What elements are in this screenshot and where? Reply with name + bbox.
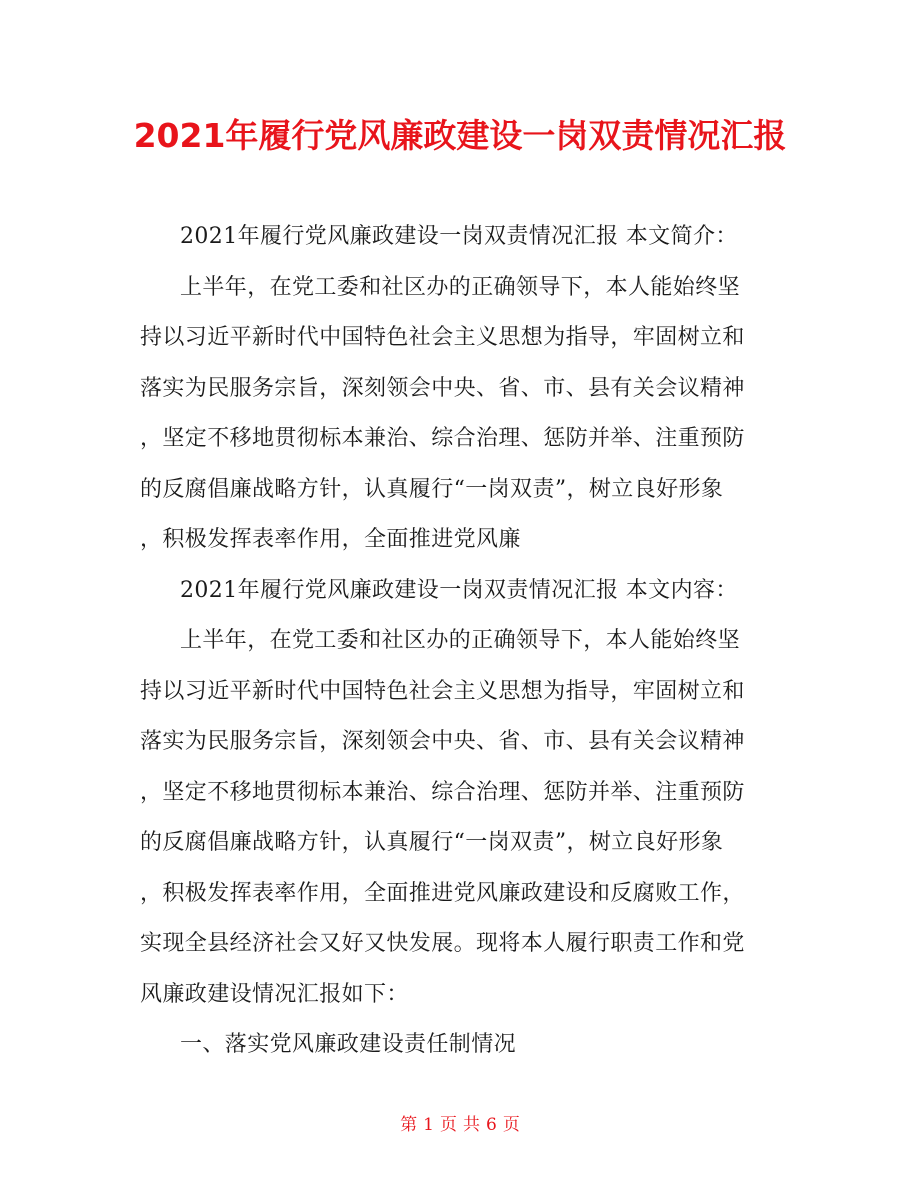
footer-page-number: 1 [423, 1115, 434, 1135]
paragraph-line: ，坚定不移地贯彻标本兼治、综合治理、惩防并举、注重预防 [140, 779, 745, 805]
paragraph-line: 的反腐倡廉战略方针，认真履行“一岗双责”，树立良好形象 [140, 830, 724, 855]
paragraph-line: 上半年，在党工委和社区办的正确领导下，本人能始终坚 [180, 628, 741, 653]
paragraph-line: ，积极发挥表率作用，全面推进党风廉 [140, 527, 521, 552]
paragraph-line: ，积极发挥表率作用，全面推进党风廉政建设和反腐败工作， [140, 880, 745, 906]
paragraph-line: 风廉政建设情况汇报如下： [140, 981, 409, 1007]
paragraph-line: 上半年，在党工委和社区办的正确领导下，本人能始终坚 [180, 274, 741, 300]
paragraph-line: 2021年履行党风廉政建设一岗双责情况汇报 本文内容： [180, 577, 738, 603]
footer-suffix: 页 [502, 1115, 520, 1135]
document-body [140, 212, 800, 1071]
paragraph-line: 落实为民服务宗旨，深刻领会中央、省、市、县有关会议精神 [140, 375, 745, 401]
page-footer [0, 1112, 920, 1138]
section-heading: 一、落实党风廉政建设责任制情况 [180, 1032, 517, 1057]
paragraph-line: 的反腐倡廉战略方针，认真履行“一岗双责”，树立良好形象 [140, 476, 724, 502]
footer-total-pages: 6 [486, 1115, 497, 1135]
paragraph-line: ，坚定不移地贯彻标本兼治、综合治理、惩防并举、注重预防 [140, 426, 745, 451]
footer-page-label: 页 [440, 1115, 457, 1135]
paragraph-line: 2021年履行党风廉政建设一岗双责情况汇报 本文简介： [180, 224, 738, 249]
paragraph-line: 持以习近平新时代中国特色社会主义思想为指导，牢固树立和 [140, 325, 745, 350]
footer-total-label: 共 [463, 1115, 480, 1135]
paragraph-line: 持以习近平新时代中国特色社会主义思想为指导，牢固树立和 [140, 678, 745, 704]
footer-prefix: 第 [400, 1115, 418, 1135]
paragraph-line: 落实为民服务宗旨，深刻领会中央、省、市、县有关会议精神 [140, 729, 745, 754]
document-title: 2021年履行党风廉政建设一岗双责情况汇报 [133, 116, 787, 155]
paragraph-line: 实现全县经济社会又好又快发展。现将本人履行职责工作和党 [140, 931, 745, 956]
